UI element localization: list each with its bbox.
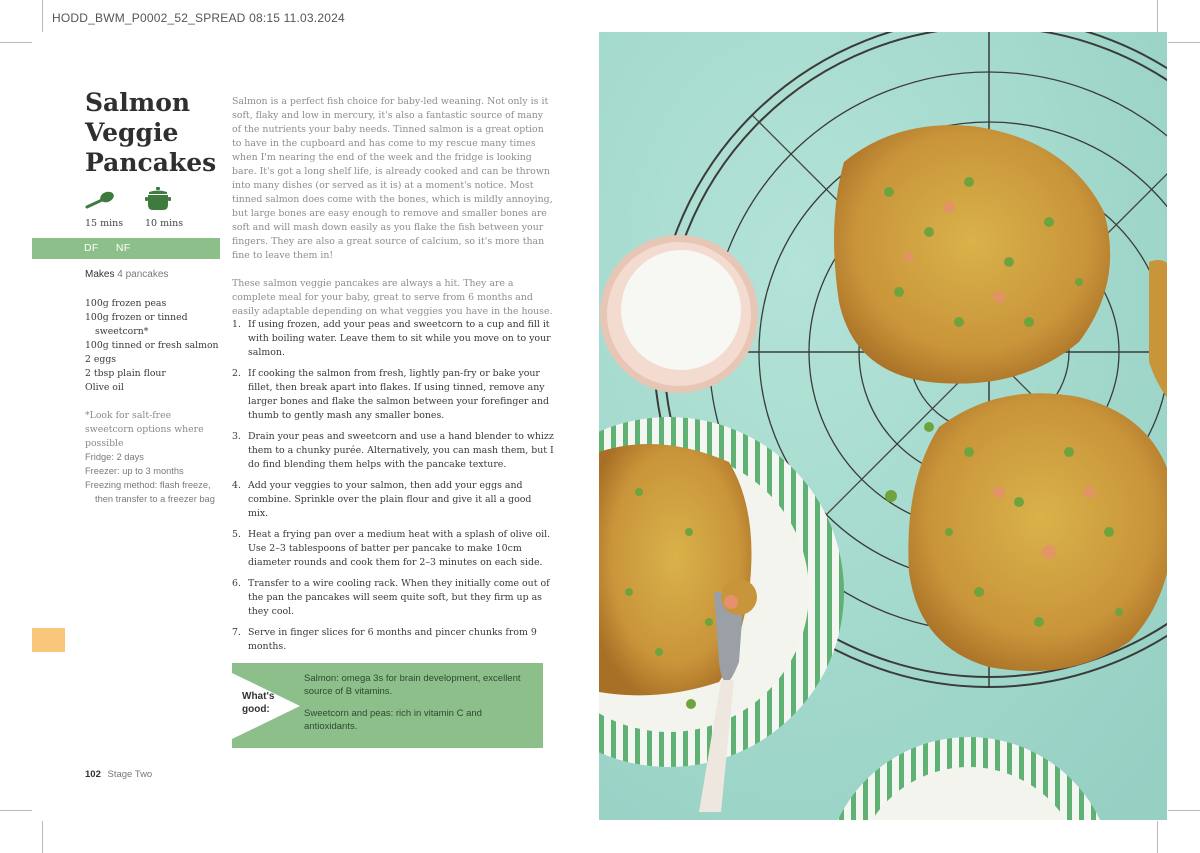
- pea: [686, 699, 696, 709]
- method-step: [232, 479, 554, 521]
- method-step: [232, 626, 554, 654]
- ingredient-item: 100g tinned or fresh salmon: [85, 340, 219, 351]
- recipe-intro: [232, 95, 554, 333]
- diet-tag: NF: [115, 242, 131, 254]
- recipe-photo: [599, 32, 1167, 820]
- section-name: Stage Two: [107, 769, 153, 780]
- pea: [885, 490, 897, 502]
- prep-time: 15 mins: [85, 218, 124, 229]
- method-step: [232, 577, 554, 619]
- step-number: 4.: [232, 480, 241, 491]
- method-steps: [232, 318, 554, 661]
- whats-good-label-line: good:: [242, 704, 270, 715]
- crop-mark: [42, 0, 43, 32]
- makes-label: Makes: [85, 269, 115, 280]
- crop-mark: [0, 810, 32, 811]
- whats-good-label-line: What's: [242, 691, 275, 702]
- page-number: 102: [85, 769, 101, 780]
- recipe-title-line: Pancakes: [85, 148, 217, 177]
- step-text: Drain your peas and sweetcorn and use a hand blender to whizz them to a chunky purée. Alternatively, you can mash them, but I do find blending them helps with the pancake texture.: [248, 431, 554, 470]
- crop-mark: [42, 821, 43, 853]
- storage-info: [85, 450, 215, 506]
- step-text: If cooking the salmon from fresh, lightly pan-fry or bake your fillet, then break apart into flakes. If using tinned, remove any larger bones and flake the salmon between your forefinger and thumb to gently mash any smaller bones.: [248, 368, 550, 421]
- whats-good-box: [232, 663, 543, 748]
- crop-mark: [1168, 42, 1200, 43]
- step-number: 5.: [232, 529, 241, 540]
- step-text: If using frozen, add your peas and sweetcorn to a cup and fill it with boiling water. Leave them to sit while you move on to your salmon.: [248, 319, 551, 358]
- whats-good-item: Salmon: omega 3s for brain development, excellent source of B vitamins.: [304, 673, 521, 697]
- time-icons: [85, 186, 195, 230]
- crop-mark: [1157, 0, 1158, 32]
- step-text: Transfer to a wire cooling rack. When they initially come out of the pan the pancakes will seem quite soft, but they firm up as they cool.: [248, 578, 550, 617]
- step-number: 2.: [232, 368, 241, 379]
- step-text: Heat a frying pan over a medium heat with a splash of olive oil. Use 2–3 tablespoons of batter per pancake to make 10cm diameter rounds and cook them for 2–3 minutes on each side.: [248, 529, 551, 568]
- spoon-icon: [85, 190, 115, 210]
- pea: [924, 422, 934, 432]
- ingredient-item: 2 eggs: [85, 354, 117, 365]
- step-number: 1.: [232, 319, 241, 330]
- makes-quantity: 4 pancakes: [117, 269, 169, 280]
- ingredient-item: 2 tbsp plain flour: [85, 368, 166, 379]
- ingredient-item: 100g frozen peas: [85, 298, 167, 309]
- storage-item: Freezing method: flash freeze, then transfer to a freezer bag: [85, 480, 215, 504]
- step-number: 7.: [232, 627, 241, 638]
- method-step: [232, 367, 554, 423]
- milk-cup: [600, 235, 758, 393]
- step-text: Serve in finger slices for 6 months and pincer chunks from 9 months.: [248, 627, 537, 652]
- makes-line: [85, 269, 168, 280]
- storage-item: Freezer: up to 3 months: [85, 466, 184, 476]
- storage-item: Fridge: 2 days: [85, 452, 144, 462]
- crop-mark: [1168, 810, 1200, 811]
- whats-good-item: Sweetcorn and peas: rich in vitamin C and antioxidants.: [304, 708, 482, 732]
- method-step: [232, 528, 554, 570]
- recipe-title: [85, 88, 216, 178]
- whats-good-label: [242, 690, 274, 716]
- step-text: Add your veggies to your salmon, then add your eggs and combine. Sprinkle over the plain flour and give it all a good mix.: [248, 480, 532, 519]
- crop-mark: [0, 42, 32, 43]
- intro-paragraph: Salmon is a perfect fish choice for baby-led weaning. Not only is it soft, flaky and low in mercury, it's also a fantastic source of many of the nutrients your baby needs. Tinned salmon is a great option to have in the cupboard and has come to my rescue many times when I'm nearing the end of the week and the fridge is looking bare. It's got a long shelf life, is already cooked and can be thrown into many dishes (or served as it is) at a moment's notice. Most tinned salmon does come with the bones, which is mildly annoying, but large bones are easy enough to remove and smaller bones are soft and will mash down easily as you flake the fish between your fingers. They are also a great source of calcium, so it's more than fine to leave them in!: [232, 96, 553, 261]
- recipe-title-line: Veggie: [85, 118, 179, 147]
- ingredient-item: Olive oil: [85, 382, 124, 393]
- cooking-pot-icon: [145, 186, 171, 212]
- method-step: [232, 318, 554, 360]
- recipe-photo-illustration: [599, 32, 1167, 820]
- method-step: [232, 430, 554, 472]
- cook-time: 10 mins: [145, 218, 184, 229]
- step-number: 3.: [232, 431, 241, 442]
- page-folio: [85, 769, 152, 780]
- recipe-title-line: Salmon: [85, 88, 191, 117]
- ingredient-footnote: *Look for salt-free sweetcorn options where possible: [85, 410, 204, 449]
- step-number: 6.: [232, 578, 241, 589]
- intro-paragraph: These salmon veggie pancakes are always a hit. They are a complete meal for your baby, great to serve from 6 months and easily adaptable depending on what veggies you have in the house.: [232, 278, 553, 317]
- print-slug: HODD_BWM_P0002_52_SPREAD 08:15 11.03.2024: [52, 11, 345, 25]
- ingredients-list: [85, 297, 225, 395]
- crop-mark: [1157, 821, 1158, 853]
- diet-tag: DF: [84, 242, 99, 254]
- ingredient-item: 100g frozen or tinned sweetcorn*: [85, 312, 188, 337]
- pancake: [908, 393, 1167, 671]
- diet-tags-bar: [32, 238, 220, 259]
- whats-good-list: [304, 672, 524, 742]
- section-color-tab: [32, 628, 65, 652]
